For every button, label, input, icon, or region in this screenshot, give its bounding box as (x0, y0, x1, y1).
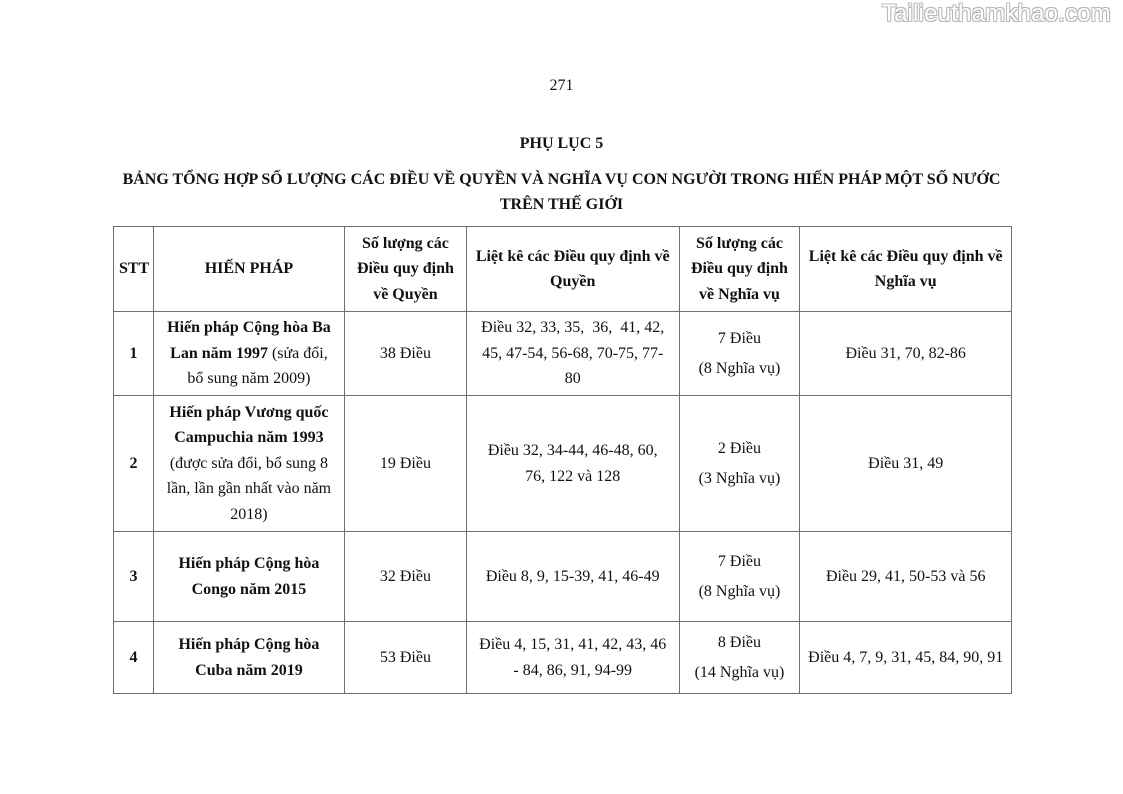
cell-duties-count (679, 312, 800, 396)
page-number: 271 (549, 77, 574, 94)
constitution-note: (được sửa đổi, bổ sung 8 lần, lần gần nhất vào năm 2018) (166, 454, 332, 523)
duties-count-note: (8 Nghĩa vụ) (698, 360, 781, 377)
duties-count: 8 Điều (717, 633, 762, 651)
cell-stt: 2 (114, 396, 154, 532)
duties-count: 7 Điều (717, 329, 762, 347)
table-row (114, 396, 1012, 532)
cell-duties-count (679, 532, 800, 622)
header-duties-list: Liệt kê các Điều quy định về Nghĩa vụ (800, 227, 1012, 312)
duties-count-note: (8 Nghĩa vụ) (698, 583, 781, 600)
cell-stt: 1 (114, 312, 154, 396)
header-stt: STT (114, 227, 154, 312)
cell-rights-list: Điều 32, 34-44, 46-48, 60, 76, 122 và 128 (466, 396, 679, 532)
document-title: BẢNG TỔNG HỢP SỐ LƯỢNG CÁC ĐIỀU VỀ QUYỀN VÀ NGHĨA VỤ CON NGƯỜI TRONG HIẾN PHÁP MỘT SỐ NƯỚC TRÊN THẾ GIỚI (122, 171, 1001, 213)
table-row (114, 312, 1012, 396)
header-constitution: HIẾN PHÁP (153, 227, 344, 312)
cell-duties-list: Điều 31, 49 (800, 396, 1012, 532)
table-row (114, 532, 1012, 622)
duties-count-note: (14 Nghĩa vụ) (694, 664, 785, 681)
cell-stt: 4 (114, 622, 154, 694)
constitution-name: Hiến pháp Cộng hòa Congo năm 2015 (178, 555, 320, 598)
duties-count: 2 Điều (717, 439, 762, 457)
header-duties-count: Số lượng các Điều quy định về Nghĩa vụ (679, 227, 800, 312)
constitution-name: Hiến pháp Cộng hòa Cuba năm 2019 (178, 636, 320, 679)
cell-rights-count: 19 Điều (344, 396, 466, 532)
duties-count-note: (3 Nghĩa vụ) (698, 470, 781, 487)
constitution-name: Hiến pháp Cộng hòa Ba Lan năm 1997 (167, 319, 331, 362)
cell-stt: 3 (114, 532, 154, 622)
cell-rights-count: 38 Điều (344, 312, 466, 396)
header-rights-list: Liệt kê các Điều quy định về Quyền (466, 227, 679, 312)
watermark: Tailieuthamkhao.com (881, 0, 1111, 27)
constitution-name: Hiến pháp Vương quốc Campuchia năm 1993 (169, 403, 329, 447)
summary-table (113, 226, 1012, 694)
cell-constitution (153, 532, 344, 622)
cell-rights-count: 53 Điều (344, 622, 466, 694)
cell-rights-list: Điều 8, 9, 15-39, 41, 46-49 (466, 532, 679, 622)
cell-duties-count (679, 622, 800, 694)
cell-constitution (153, 622, 344, 694)
cell-duties-list: Điều 29, 41, 50-53 và 56 (800, 532, 1012, 622)
cell-constitution (153, 312, 344, 396)
duties-count: 7 Điều (717, 552, 762, 570)
constitution-note: (sửa đổi, bổ sung năm 2009) (187, 344, 328, 388)
cell-duties-list: Điều 31, 70, 82-86 (800, 312, 1012, 396)
cell-rights-list: Điều 4, 15, 31, 41, 42, 43, 46 - 84, 86, 91, 94-99 (466, 622, 679, 694)
header-rights-count: Số lượng các Điều quy định về Quyền (344, 227, 466, 312)
table-row (114, 622, 1012, 694)
cell-rights-count: 32 Điều (344, 532, 466, 622)
cell-rights-list: Điều 32, 33, 35, 36, 41, 42, 45, 47-54, 56-68, 70-75, 77-80 (466, 312, 679, 396)
appendix-label: PHỤ LỤC 5 (519, 135, 604, 152)
cell-constitution (153, 396, 344, 532)
cell-duties-list: Điều 4, 7, 9, 31, 45, 84, 90, 91 (800, 622, 1012, 694)
cell-duties-count (679, 396, 800, 532)
table-header-row (114, 227, 1012, 312)
